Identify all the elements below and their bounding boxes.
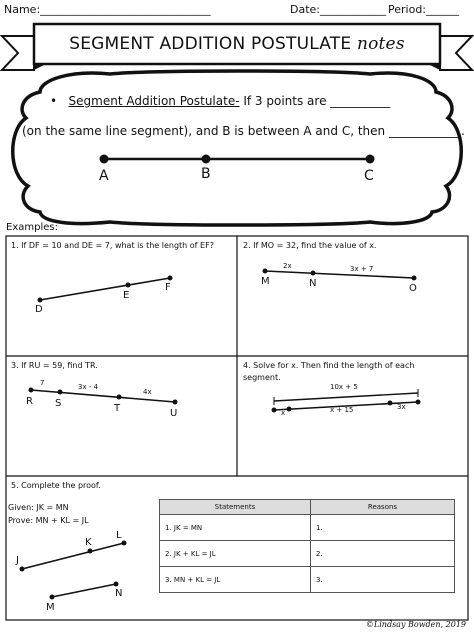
reasons-header: Reasons — [311, 500, 455, 515]
table-row — [160, 567, 455, 593]
statement-cell: 1. JK = MN — [160, 515, 311, 541]
point-b — [202, 155, 211, 164]
table-row — [160, 541, 455, 567]
p2-label-n: N — [309, 278, 317, 289]
p2-seg-label-2: 3x + 7 — [350, 265, 374, 273]
statement-cell: 2. JK + KL = JL — [160, 541, 311, 567]
label-c: C — [364, 168, 374, 184]
label-a: A — [99, 168, 109, 184]
p4-seg-label-x: x — [281, 409, 286, 417]
p5-segment-jl — [22, 543, 124, 569]
period-blank[interactable]: ______ — [426, 3, 460, 16]
definition-rest[interactable]: If 3 points are __________ — [239, 94, 391, 108]
reason-cell[interactable]: 3. — [311, 567, 455, 593]
statements-header: Statements — [160, 500, 311, 515]
p3-segment — [31, 390, 175, 402]
bullet: • — [50, 94, 58, 108]
point-a — [100, 155, 109, 164]
problem-4-text-2: segment. — [243, 373, 281, 382]
p5-label-m: M — [46, 602, 55, 613]
p3-seg-label-2: 3x - 4 — [78, 383, 99, 391]
proof-table-header — [160, 500, 455, 515]
label-b: B — [201, 166, 211, 182]
name-label: Name: — [4, 3, 41, 16]
proof-prove: Prove: MN + KL = JL — [8, 516, 89, 525]
p1-label-d: D — [35, 304, 43, 315]
problem-1-text: 1. If DF = 10 and DE = 7, what is the length of EF? — [11, 241, 214, 250]
problem-3-text: 3. If RU = 59, find TR. — [11, 361, 98, 370]
page-title: SEGMENT ADDITION POSTULATE notes — [69, 34, 405, 54]
p2-segment — [265, 271, 414, 278]
proof-given: Given: JK = MN — [8, 503, 69, 512]
name-blank[interactable]: _______________________________ — [40, 3, 211, 16]
p1-segment — [40, 278, 170, 300]
p3-label-s: S — [55, 398, 62, 409]
p3-seg-label-3: 4x — [143, 388, 152, 396]
p3-label-u: U — [170, 408, 178, 419]
p4-seg-label-mid: x + 15 — [330, 406, 354, 414]
p5-label-n: N — [115, 588, 123, 599]
p4-seg-label-end: 3x — [397, 403, 406, 411]
copyright-footer: ©Lindsay Bowden, 2019 — [365, 620, 466, 629]
problem-4-text-1: 4. Solve for x. Then find the length of each — [243, 361, 415, 370]
p3-label-r: R — [26, 396, 33, 407]
p1-label-f: F — [165, 282, 171, 293]
reason-cell[interactable]: 1. — [311, 515, 455, 541]
definition-term: Segment Addition Postulate- — [68, 94, 240, 108]
date-label: Date: — [290, 3, 320, 16]
p5-segment-mn — [52, 584, 116, 597]
p3-label-t: T — [114, 403, 121, 414]
p2-seg-label-1: 2x — [283, 262, 292, 270]
p1-label-e: E — [123, 290, 130, 301]
title-suffix: notes — [356, 34, 405, 54]
p3-seg-label-1: 7 — [40, 379, 45, 387]
proof-table — [159, 499, 455, 593]
period-label: Period: — [388, 3, 427, 16]
p4-seg-label-total: 10x + 5 — [330, 383, 358, 391]
p2-label-o: O — [409, 283, 417, 294]
point-c — [366, 155, 375, 164]
examples-label: Examples: — [6, 222, 58, 233]
statement-cell: 3. MN + KL = JL — [160, 567, 311, 593]
reason-cell[interactable]: 2. — [311, 541, 455, 567]
p2-label-m: M — [261, 276, 270, 287]
problem-2-text: 2. If MO = 32, find the value of x. — [243, 241, 377, 250]
p5-label-l: L — [116, 530, 122, 541]
p5-label-j: J — [16, 555, 19, 566]
definition-line-1 — [50, 94, 390, 108]
date-blank[interactable]: ____________ — [320, 3, 386, 16]
definition-line-2[interactable]: (on the same line segment), and B is between A and C, then ____________. — [22, 124, 465, 138]
p5-label-k: K — [85, 537, 92, 548]
problem-5-text: 5. Complete the proof. — [11, 481, 101, 490]
table-row — [160, 515, 455, 541]
